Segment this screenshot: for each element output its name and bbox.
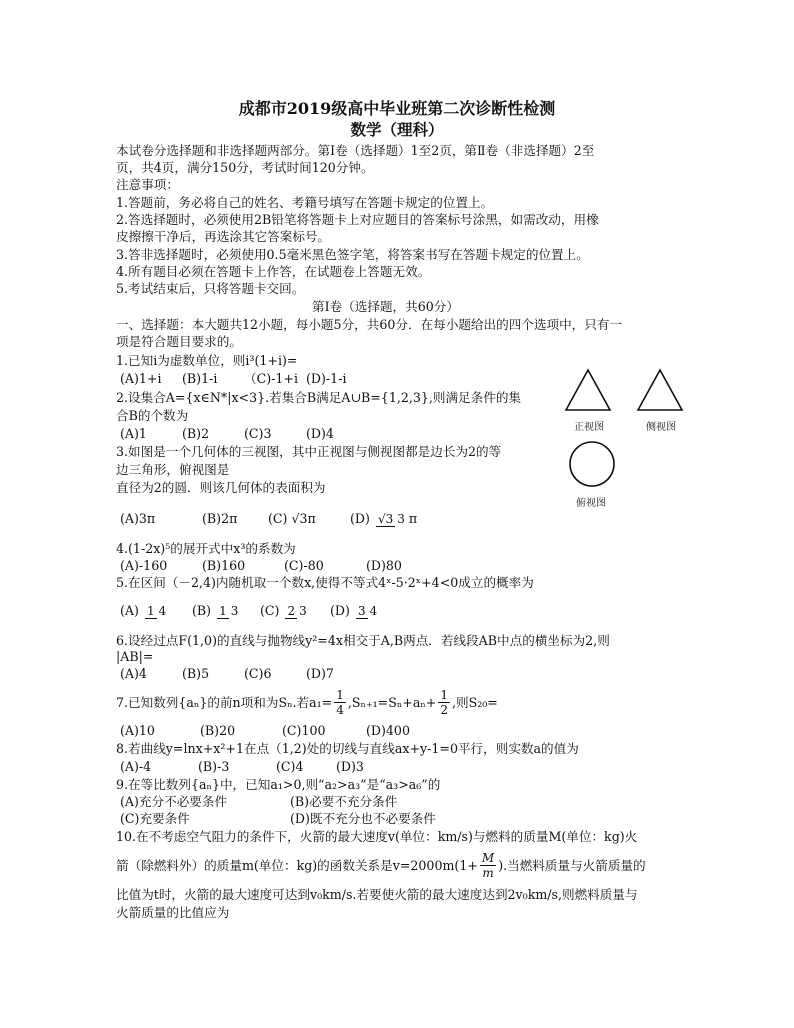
q7-option-a: (A)10: [120, 723, 155, 738]
q1-option-d: (D)-1-i: [306, 371, 347, 386]
q1-option-b: (B)1-i: [182, 371, 218, 386]
q6-option-b: (B)5: [182, 666, 210, 681]
q3-option-d-label: (D): [350, 510, 370, 526]
exam-subtitle: 数学（理科）: [350, 120, 444, 139]
note-3: 3.答非选择题时，必须使用0.5毫米黑色签字笔，将答案书写在答题卡规定的位置上。: [116, 247, 589, 262]
q3-option-c-label: (C): [268, 510, 288, 526]
q3-option-a: (A)3π: [120, 510, 156, 526]
q8-option-a: (A)-4: [120, 759, 152, 774]
q5-option-d-fraction: 3 4: [357, 603, 378, 618]
q4-option-c: (C)-80: [284, 558, 324, 573]
intro-line-2: 页，共4页，满分150分，考试时间120分钟。: [116, 160, 374, 175]
q6-options: [120, 665, 334, 682]
q10-line-4: 火箭质量的比值应为: [116, 905, 230, 920]
q4-option-b: (B)160: [202, 558, 246, 573]
intro-line-1: 本试卷分选择题和非选择题两部分。第Ⅰ卷（选择题）1至2页，第Ⅱ卷（非选择题）2至: [116, 143, 595, 158]
top-view-label: 俯视图: [576, 498, 606, 509]
q3-option-d-pi: π: [408, 510, 418, 526]
q8-option-b: (B)-3: [198, 759, 230, 774]
q8-option-c: (C)4: [276, 759, 304, 774]
note-4: 4.所有题目必须在答题卡上作答，在试题卷上答题无效。: [116, 264, 431, 279]
q10-line-2-part-2: ).当燃料质量与火箭质量的: [498, 857, 646, 873]
q9-option-a: (A)充分不必要条件: [120, 794, 228, 809]
q2-option-b: (B)2: [182, 426, 210, 441]
q7-fraction-2: $\frac{1}{2}$: [440, 687, 448, 717]
q4-stem: 4.(1-2x)⁵的展开式中x³的系数为: [116, 541, 296, 556]
section-1-line-a: 一、选择题：本大题共12小题，每小题5分，共60分．在每小题给出的四个选项中，只有一: [116, 317, 623, 332]
q6-option-c: (C)6: [244, 666, 272, 681]
q5-option-b-fraction: 1 3: [219, 603, 239, 618]
q9-options-row-2: [120, 810, 436, 827]
note-2a: 2.答选择题时，必须使用2B铅笔将答题卡上对应题目的答案标号涂黑，如需改动，用橡: [116, 212, 599, 227]
q10-fraction: $\frac{M}{m}$: [481, 850, 495, 880]
q6-stem-a: 6.设经过点F(1,0)的直线与抛物线y²=4x相交于A,B两点．若线段AB中点的横坐标为2,则: [116, 633, 610, 648]
notes-title: 注意事项：: [116, 177, 179, 192]
q2-option-c: (C)3: [244, 426, 272, 441]
q1-options: [120, 370, 346, 387]
note-2b: 皮擦擦干净后，再选涂其它答案标号。: [116, 229, 331, 244]
part-heading: 第Ⅰ卷（选择题，共60分）: [312, 299, 459, 314]
section-1-line-b: 项是符合题目要求的。: [116, 334, 242, 349]
q7-stem-part-1: 7.已知数列{aₙ}的前n项和为Sₙ.若a₁=: [116, 694, 333, 710]
q7-option-b: (B)20: [200, 723, 236, 738]
q7-options: [120, 722, 410, 739]
q6-option-a: (A)4: [120, 666, 147, 681]
q3-stem-a: 3.如图是一个几何体的三视图，其中正视图与侧视图都是边长为2的等: [116, 444, 502, 459]
q2-stem-b: 合B的个数为: [116, 408, 189, 423]
q5-option-c-fraction: 2 3: [287, 603, 307, 618]
q6-stem-b: |AB|=: [116, 649, 154, 664]
q5-option-a-label: (A): [120, 602, 139, 618]
q3-options: [120, 500, 417, 536]
q5-option-d-label: (D): [330, 602, 350, 618]
exam-title: 成都市2019级高中毕业班第二次诊断性检测: [238, 99, 556, 118]
q3-option-b: (B)2π: [202, 510, 238, 526]
note-1: 1.答题前，务必将自己的姓名、考籍号填写在答题卡规定的位置上。: [116, 195, 494, 210]
q1-option-a: (A)1+i: [120, 371, 162, 386]
three-view-figure: [558, 360, 718, 520]
q5-option-a-fraction: 1 4: [146, 603, 167, 618]
q1-option-c: （C)-1+i: [244, 371, 298, 386]
q5-options: [120, 592, 381, 628]
q7-option-c: (C)100: [282, 723, 326, 738]
q3-option-d-fraction: √3 3: [377, 511, 405, 526]
side-view-label: 侧视图: [646, 422, 676, 433]
q9-stem: 9.在等比数列{aₙ}中，已知a₁>0,则“a₂>a₃”是“a₃>a₆”的: [116, 777, 441, 792]
q7-option-d: (D)400: [366, 723, 410, 738]
note-5: 5.考试结束后，只将答题卡交回。: [116, 281, 305, 296]
q9-options-row-1: [120, 793, 397, 810]
q7-fraction-1: $\frac{1}{4}$: [336, 687, 344, 717]
q7-stem-part-3: ,则S₂₀=: [451, 694, 498, 710]
q10-line-2-part-1: 箭（除燃料外）的质量m(单位：kg)的函数关系是v=2000m(1+: [116, 857, 478, 873]
q8-options: [120, 758, 364, 775]
q10-line-1: 10.在不考虑空气阻力的条件下，火箭的最大速度v(单位：km/s)与燃料的质量M(单位：kg)火: [116, 829, 638, 844]
q2-option-a: (A)1: [120, 426, 147, 441]
q3-stem-b: 边三角形，俯视图是: [116, 462, 230, 477]
top-view-circle: [570, 442, 614, 486]
q3-stem-c: 直径为2的圆．则该几何体的表面积为: [116, 480, 326, 495]
q8-option-d: (D)3: [336, 759, 364, 774]
q5-option-c-label: (C): [260, 602, 280, 618]
q2-stem-a: 2.设集合A={x∈N*|x<3}.若集合B满足A∪B={1,2,3},则满足条件的集: [116, 390, 522, 405]
q9-option-c: (C)充要条件: [120, 811, 190, 826]
front-view-label: 正视图: [574, 422, 604, 433]
q2-option-d: (D)4: [306, 426, 334, 441]
q10-line-2: [116, 845, 646, 885]
q2-options: [120, 425, 334, 442]
q10-line-3: 比值为t时，火箭的最大速度可达到v₀km/s.若要使火箭的最大速度达到2v₀km/s,则燃料质量与: [116, 887, 638, 902]
q9-option-d: (D)既不充分也不必要条件: [290, 811, 436, 826]
q7-stem-part-2: ,Sₙ₊₁=Sₙ+aₙ+: [347, 694, 437, 710]
q7-stem: [116, 682, 498, 722]
q6-option-d: (D)7: [306, 666, 334, 681]
front-view-triangle: [566, 370, 610, 410]
q4-option-d: (D)80: [366, 558, 402, 573]
side-view-triangle: [638, 370, 682, 410]
q5-stem: 5.在区间（－2,4)内随机取一个数x,使得不等式4ˣ-5·2ˣ+4<0成立的概率为: [116, 575, 534, 590]
q1-stem: 1.已知i为虚数单位，则i³(1+i)=: [116, 353, 298, 368]
q9-option-b: (B)必要不充分条件: [290, 794, 398, 809]
q4-options: [120, 557, 402, 574]
q3-option-c-value: √3π: [291, 510, 316, 526]
q4-option-a: (A)-160: [120, 558, 168, 573]
q5-option-b-label: (B): [192, 602, 212, 618]
q8-stem: 8.若曲线y=lnx+x²+1在点（1,2)处的切线与直线ax+y-1=0平行，则实数a的值为: [116, 741, 579, 756]
